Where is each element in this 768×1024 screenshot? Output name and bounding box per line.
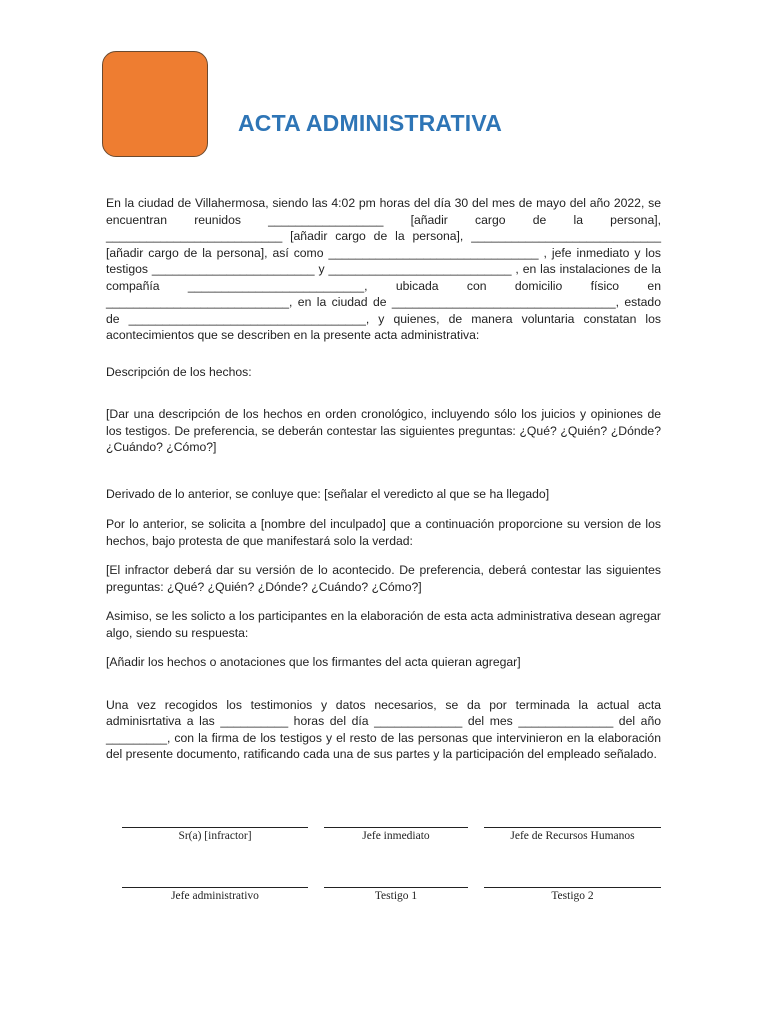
signature-line — [122, 827, 308, 828]
signature-testigo-1 — [324, 887, 468, 902]
page-title: ACTA ADMINISTRATIVA — [238, 110, 503, 136]
derivado-paragraph: Derivado de lo anterior, se conluye que: [señalar el veredicto al que se ha llegado] — [106, 486, 550, 501]
descripcion-instruccion: [Dar una descripción de los hechos en orden cronológico, incluyendo sólo los juicios y opiniones de los testigos. De preferencia, se deberán contestar las siguientes preguntas: ¿Qué? ¿Quién? ¿Dónde? ¿Cuándo? ¿Cómo?] — [106, 407, 661, 454]
signature-label: Jefe inmediato — [362, 830, 430, 842]
signature-jefe-administrativo — [122, 887, 308, 902]
signature-infractor — [122, 827, 308, 842]
signature-jefe-rh — [484, 827, 661, 842]
descripcion-label: Descripción de los hechos: — [106, 364, 252, 379]
signature-line — [484, 827, 661, 828]
signature-testigo-2 — [484, 887, 661, 902]
anotaciones-instruccion: [Añadir los hechos o anotaciones que los firmantes del acta quieran agregar] — [106, 655, 521, 669]
logo-square — [102, 51, 208, 157]
signature-line — [324, 827, 468, 828]
signature-jefe-inmediato — [324, 827, 468, 842]
signature-label: Testigo 1 — [374, 890, 418, 902]
signature-line — [484, 887, 661, 888]
signature-line — [324, 887, 468, 888]
asimismo-paragraph: Asimiso, se les solicto a los participantes en la elaboración de esta acta administrativa desean agregar algo, siendo su respuesta: — [106, 609, 661, 640]
cierre-paragraph: Una vez recogidos los testimonios y datos necesarios, se da por terminada la actual acta adminisrtativa a las __________ horas del día _____________ del mes ______________ del año _________, con la firma de los testigos y el resto de las personas que intervinieron en la elaboración del presente documento, ratificando cada una de sus partes y la participación del empleado señalado. — [106, 697, 661, 761]
signature-line — [122, 887, 308, 888]
document-body — [106, 195, 661, 763]
signature-label: Jefe de Recursos Humanos — [510, 830, 635, 842]
signature-label: Sr(a) [infractor] — [178, 830, 252, 842]
infractor-instruccion: [El infractor deberá dar su versión de lo acontecido. De preferencia, deberá contestar las siguientes preguntas: ¿Qué? ¿Quién? ¿Dónde? ¿Cuándo? ¿Cómo?] — [106, 563, 661, 594]
solicitud-paragraph: Por lo anterior, se solicita a [nombre del inculpado] que a continuación proporcione su version de los hechos, bajo protesta de que manifestará solo la verdad: — [106, 517, 661, 548]
signature-label: Jefe administrativo — [171, 890, 259, 902]
signature-label: Testigo 2 — [551, 890, 594, 902]
intro-paragraph: En la ciudad de Villahermosa, siendo las 4:02 pm horas del día 30 del mes de mayo del año 2022, se encuentran reunidos _________________ [añadir cargo de la persona], __________________________ [añadir cargo de la persona], ____________________________ [añadir cargo de la persona], así como _______________________________ , jefe inmediato y los testigos ________________________ y ___________________________ , en las instalaciones de la compañía __________________________, ubicada con domicilio físico en ___________________________, en la ciudad de _________________________________, estado de ___________________________________, y quienes, de manera voluntaria constatan los acontecimientos que se describen en la presente acta administrativa: — [106, 196, 661, 342]
